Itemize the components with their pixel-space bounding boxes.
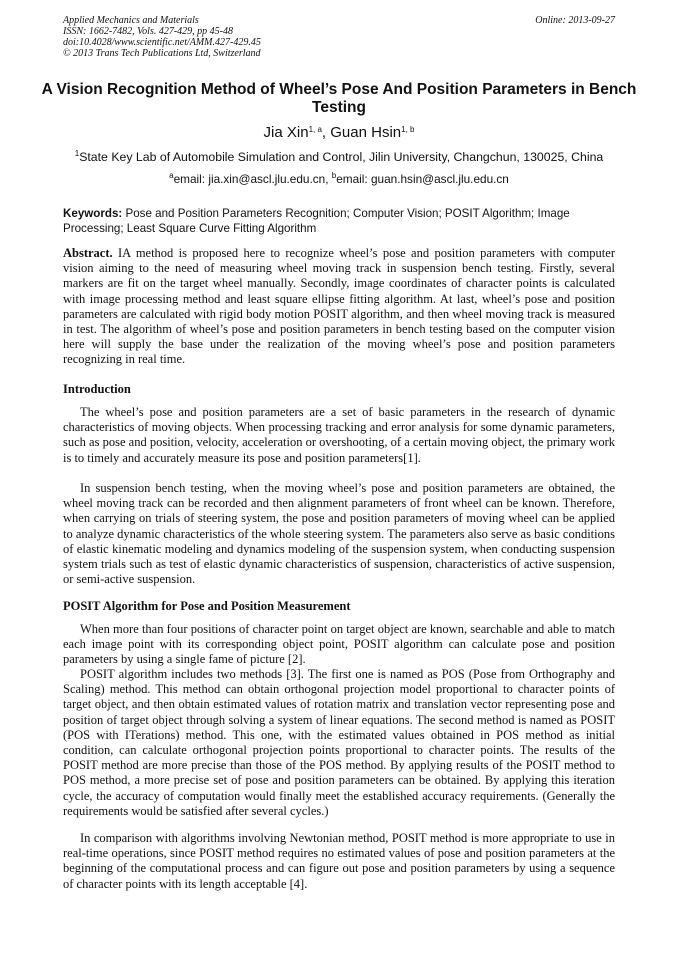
author-superscript: 1, a bbox=[308, 125, 322, 134]
journal-name: Applied Mechanics and Materials bbox=[63, 15, 199, 26]
paper-title: A Vision Recognition Method of Wheel’s Pose And Position Parameters in Bench Testing bbox=[41, 81, 637, 116]
issn-line: ISSN: 1662-7482, Vols. 427-429, pp 45-48 bbox=[63, 26, 233, 37]
author-superscript: 1, b bbox=[401, 125, 415, 134]
paragraph: In comparison with algorithms involving Newtonian method, POSIT method is more appropriate to use in real-time operations, since POSIT method requires no estimated values of pose and position parameters at the beginning of the computational process and can figure out pose and position parameters by using a sequence of character points with its length acceptable [4]. bbox=[63, 831, 615, 891]
abstract bbox=[63, 246, 615, 368]
abstract-text: IA method is proposed here to recognize wheel’s pose and position parameters with computer vision aiming to the need of measuring wheel moving track in suspension bench testing. Firstly, several markers are fit on the target wheel manually. Secondly, image coordinates of character points is calculated with image processing method and least square ellipse fitting algorithm. At last, wheel’s pose and position parameters are calculated with rigid body motion POSIT algorithm, and then wheel moving track is measured in test. The algorithm of wheel’s pose and position parameters in bench testing based on the computer vision here will supply the base under the realization of the moving wheel’s pose and position parameters recognizing in real time. bbox=[63, 246, 615, 367]
affiliation-text: State Key Lab of Automobile Simulation and Control, Jilin University, Changchun, 130025, China bbox=[79, 150, 604, 164]
email-text: email: jia.xin@ascl.jlu.edu.cn, bbox=[173, 172, 332, 186]
paragraph: When more than four positions of character point on target object are known, searchable and able to match each image point with its corresponding object point, POSIT algorithm can calculate pose and position parameters by using a single fame of picture [2]. bbox=[63, 622, 615, 667]
journal-header bbox=[63, 15, 615, 59]
abstract-label: Abstract. bbox=[63, 246, 113, 260]
section-heading-posit: POSIT Algorithm for Pose and Position Measurement bbox=[63, 599, 351, 613]
email-text: email: guan.hsin@ascl.jlu.edu.cn bbox=[336, 172, 509, 186]
affiliation-superscript: 1 bbox=[74, 149, 80, 158]
author-list bbox=[0, 124, 678, 142]
keywords bbox=[63, 206, 615, 236]
paragraph: The wheel’s pose and position parameters are a set of basic parameters in the research of dynamic characteristics of moving objects. When processing tracking and error analysis for some dynamic parameters, such as pose and position, velocity, acceleration or overshooting, of a certain moving object, the primary work is to timely and accurately measure its pose and position parameters[1]. bbox=[63, 405, 615, 465]
email-superscript: b bbox=[331, 171, 337, 180]
paragraph: POSIT algorithm includes two methods [3]. The first one is named as POS (Pose from Orthography and Scaling) method. This method can obtain orthogonal projection model proportional to character points of target object, and then obtain estimated values of rotation matrix and translation vector representing pose and position of target object through solving a system of linear equations. The second method is named as POSIT (POS with ITerations) method. This one, with the estimated values obtained in POS method as initial condition, can calculate orthogonal projection points proportional to character points. The results of the POSIT method are more precise than those of the POS method. By applying results of the POSIT method to POS method, a more precise set of pose and position parameters can be obtained. By applying this iteration cycle, the accuracy of computation would finally meet the established accuracy requirements. (Generally the requirements would be satisfied after several cycles.) bbox=[63, 667, 615, 818]
doi-line: doi:10.4028/www.scientific.net/AMM.427-429.45 bbox=[63, 37, 261, 48]
author-separator: , bbox=[321, 124, 331, 141]
affiliation bbox=[0, 150, 678, 165]
email-line bbox=[0, 172, 678, 186]
online-date: Online: 2013-09-27 bbox=[535, 15, 615, 26]
email-superscript: a bbox=[169, 171, 174, 180]
author-name: Guan Hsin bbox=[330, 124, 402, 141]
author-name: Jia Xin bbox=[263, 124, 309, 141]
paragraph: In suspension bench testing, when the moving wheel’s pose and position parameters are obtained, the wheel moving track can be recorded and then alignment parameters of front wheel can be known. Therefore, when carrying on trials of steering system, the pose and position parameters of moving wheel can be applied to analyze dynamic characteristics of the whole steering system. The parameters also serve as basic conditions of elastic kinematic modeling and dynamics modeling of the suspension system, when conducting suspension system trials such as test of elastic dynamic characteristics of suspension, characteristics of active suspension, or semi-active suspension. bbox=[63, 481, 615, 587]
copyright-line: © 2013 Trans Tech Publications Ltd, Switzerland bbox=[63, 48, 261, 59]
keywords-text: Pose and Position Parameters Recognition; Computer Vision; POSIT Algorithm; Image Processing; Least Square Curve Fitting Algorithm bbox=[63, 207, 570, 235]
section-heading-introduction: Introduction bbox=[63, 382, 131, 396]
keywords-label: Keywords: bbox=[63, 207, 123, 220]
